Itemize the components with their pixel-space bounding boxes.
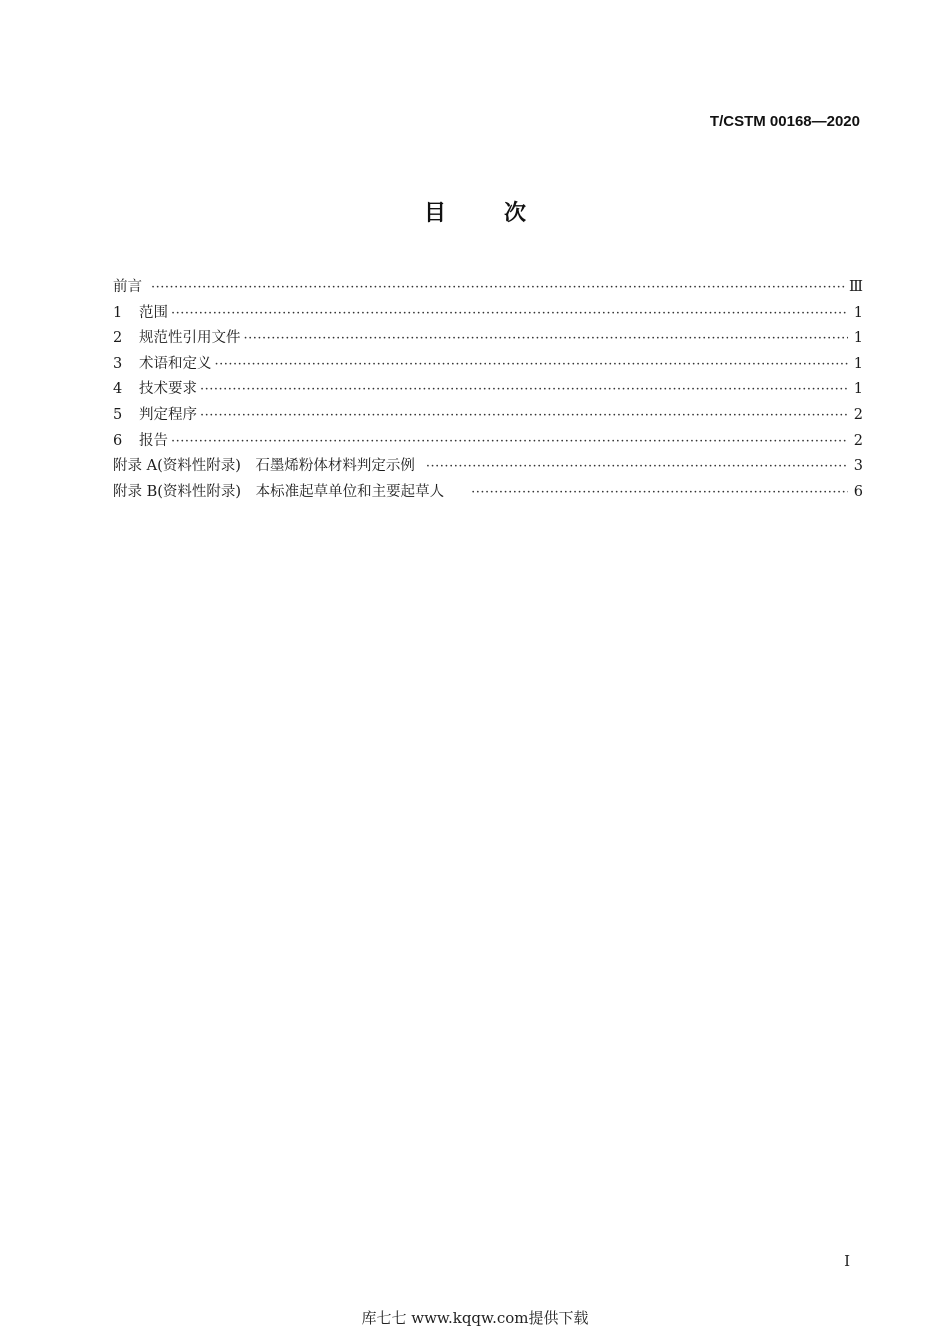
toc-entry-label: 范围 [139,304,168,321]
page-title: 目次 [423,201,584,226]
toc-entry-page: 6 [853,483,863,500]
toc-entry-page: 1 [853,381,863,398]
toc-entry-number: 1 [113,304,123,321]
toc-leader-dots [471,480,848,506]
footer-source-note: 库七七 www.kqqw.com提供下载 [361,1309,589,1327]
toc-entry-label: 报告 [139,432,168,449]
toc-leader-dots [215,352,849,378]
toc-entry-number: 5 [113,406,123,423]
toc-entry-number: 2 [113,330,123,347]
toc-entry-scope[interactable] [113,301,863,327]
toc-entry-number: 4 [113,381,123,398]
toc-leader-dots [426,454,848,480]
toc-entry-page: 2 [853,406,863,423]
toc-leader-dots [244,326,849,352]
toc-entry-report[interactable] [113,429,863,455]
toc-entry-annex-b[interactable] [113,480,863,506]
toc-entry-foreword[interactable] [113,275,863,301]
toc-entry-number: 3 [113,355,123,372]
toc-leader-dots [151,275,846,301]
toc-entry-label: 附录 A(资料性附录) 石墨烯粉体材料判定示例 [113,458,415,475]
toc-entry-annex-a[interactable] [113,454,863,480]
toc-entry-page: 2 [853,432,863,449]
toc-entry-number: 6 [113,432,123,449]
document-code: T/CSTM 00168—2020 [709,113,860,130]
toc-entry-page: 3 [853,458,863,475]
toc-entry-normative-references[interactable] [113,326,863,352]
toc-entry-page: 1 [853,330,863,347]
toc-entry-technical-requirements[interactable] [113,377,863,403]
toc-leader-dots [200,377,848,403]
toc-entry-label: 前言 [113,279,142,295]
toc-entry-page: 1 [853,304,863,321]
toc-leader-dots [171,301,848,327]
toc-leader-dots [171,429,848,455]
toc-entry-label: 术语和定义 [139,355,212,372]
toc-leader-dots [200,403,848,429]
toc-entry-label: 规范性引用文件 [139,330,241,347]
toc-entry-page: 1 [853,355,863,372]
toc-entry-page: Ⅲ [849,279,863,295]
toc-entry-label: 附录 B(资料性附录) 本标准起草单位和主要起草人 [113,483,445,500]
toc-entry-label: 判定程序 [139,406,197,423]
table-of-contents [113,275,863,505]
toc-entry-judgement-procedure[interactable] [113,403,863,429]
toc-entry-label: 技术要求 [139,381,197,398]
toc-entry-terms[interactable] [113,352,863,378]
page-number: Ⅰ [844,1252,850,1270]
